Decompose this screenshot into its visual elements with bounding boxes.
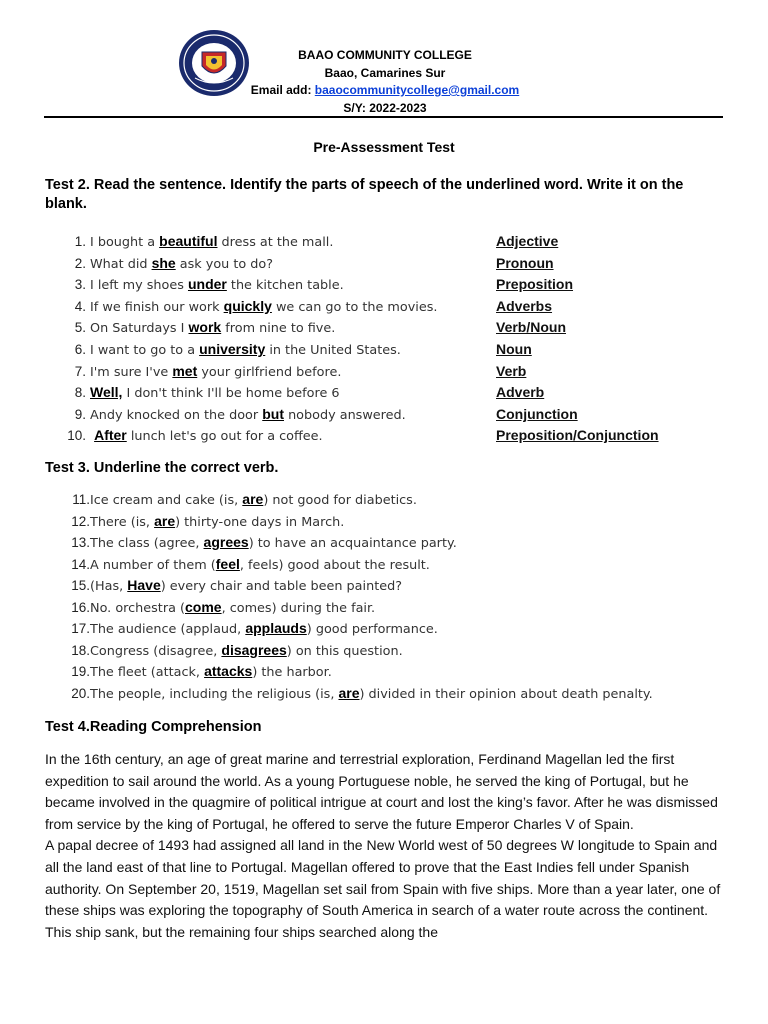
answer-blank: Verb xyxy=(496,362,527,379)
underlined-verb: feel xyxy=(215,555,240,572)
underlined-word: she xyxy=(151,254,176,271)
item-number: 6. xyxy=(74,341,86,357)
underlined-word: After xyxy=(94,427,127,444)
item-number: 3. xyxy=(74,277,86,293)
list-item xyxy=(46,425,736,447)
item-number: 16. xyxy=(71,599,90,615)
underlined-word: quickly xyxy=(223,297,272,314)
header-divider xyxy=(44,116,723,118)
list-item: 19.The fleet (attack, attacks) the harbor. xyxy=(46,661,746,683)
item-number: 13. xyxy=(71,535,90,550)
list-item: 11.Ice cream and cake (is, are) not good for diabetics. xyxy=(46,489,746,511)
item-number: 2. xyxy=(74,255,86,271)
answer-blank: Adverbs xyxy=(496,297,553,314)
item-number: 4. xyxy=(74,298,86,314)
underlined-verb: come xyxy=(185,598,222,615)
list-item xyxy=(46,339,736,361)
item-sentence: I want to go to a university in the United States. xyxy=(90,340,401,358)
underlined-verb: are xyxy=(338,684,360,701)
answer-blank: Preposition xyxy=(496,276,574,293)
item-number: 20. xyxy=(71,685,90,701)
underlined-verb: are xyxy=(242,491,264,507)
item-sentence: I bought a beautiful dress at the mall. xyxy=(90,233,334,250)
underlined-verb: applauds xyxy=(245,620,307,636)
item-number: 5. xyxy=(74,320,86,336)
item-number: 15. xyxy=(71,578,90,593)
school-year: S/Y: 2022-2023 xyxy=(343,100,427,115)
list-item: 13.The class (agree, agrees) to have an acquaintance party. xyxy=(46,532,746,554)
item-number: 9. xyxy=(74,406,86,422)
underlined-word: met xyxy=(172,362,198,379)
item-number: 14. xyxy=(71,556,90,572)
underlined-word: work xyxy=(188,319,222,336)
item-number: 7. xyxy=(74,363,86,379)
test2-list xyxy=(46,231,736,447)
underlined-verb: agrees xyxy=(203,534,249,550)
list-item: 18.Congress (disagree, disagrees) on this question. xyxy=(46,640,746,662)
college-seal-logo xyxy=(177,28,251,98)
reading-paragraph: In the 16th century, an age of great marine and terrestrial exploration, Ferdinand Magellan led the first expedition to sail around the world. As a young Portuguese noble, he served the king of Portugal, but he became involved in the quagmire of political intrigue at court and lost the king’s favor. After he was dismissed from service by the king of Portugal, he offered to serve the future Emperor Charles V of Spain. xyxy=(45,751,718,832)
list-item xyxy=(46,404,736,426)
list-item: 15.(Has, Have) every chair and table been painted? xyxy=(46,575,746,597)
email-link[interactable]: baaocommunitycollege@gmail.com xyxy=(314,83,520,97)
answer-blank: Conjunction xyxy=(496,405,578,422)
answer-blank: Noun xyxy=(496,340,532,357)
item-sentence: After lunch let's go out for a coffee. xyxy=(94,427,323,445)
item-sentence: Andy knocked on the door but nobody answered. xyxy=(90,405,406,423)
item-sentence: Well, I don't think I'll be home before 6 xyxy=(90,384,340,402)
letterhead xyxy=(250,47,520,117)
item-sentence: What did she ask you to do? xyxy=(90,254,273,272)
list-item xyxy=(46,296,736,318)
underlined-verb: Have xyxy=(127,577,161,593)
item-number: 18. xyxy=(71,642,90,658)
test3-list xyxy=(46,489,746,704)
list-item xyxy=(46,253,736,275)
item-number: 19. xyxy=(71,664,90,679)
underlined-verb: disagrees xyxy=(221,641,287,658)
list-item: 14.A number of them (feel, feels) good about the result. xyxy=(46,554,746,576)
underlined-word: Well, xyxy=(90,384,123,401)
list-item xyxy=(46,274,736,296)
test2-heading: Test 2. Read the sentence. Identify the parts of speech of the underlined word. Write it on the blank. xyxy=(45,177,684,212)
underlined-word: university xyxy=(199,340,266,357)
underlined-word: beautiful xyxy=(159,233,218,249)
list-item xyxy=(46,361,736,383)
list-item: 16.No. orchestra (come, comes) during the fair. xyxy=(46,597,746,619)
page-title: Pre-Assessment Test xyxy=(313,139,455,155)
underlined-verb: attacks xyxy=(204,663,253,679)
school-name: BAAO COMMUNITY COLLEGE xyxy=(298,48,472,62)
school-location: Baao, Camarines Sur xyxy=(324,65,446,80)
item-number: 8. xyxy=(74,385,86,401)
list-item: 12.There (is, are) thirty-one days in March. xyxy=(46,511,746,533)
list-item xyxy=(46,317,736,339)
answer-blank: Verb/Noun xyxy=(496,319,567,336)
item-sentence: I'm sure I've met your girlfriend before. xyxy=(90,362,342,380)
list-item: 17.The audience (applaud, applauds) good performance. xyxy=(46,618,746,640)
email-line xyxy=(250,82,520,100)
list-item: 20.The people, including the religious (is, are) divided in their opinion about death penalty. xyxy=(46,683,746,705)
reading-paragraph: A papal decree of 1493 had assigned all land in the New World west of 50 degrees W longitude to Spain and all the land east of that line to Portugal. Magellan offered to prove that the East Indies fell under Spanish authority. On September 20, 1519, Magellan set sail from Spain with five ships. More than a year later, one of these ships was exploring the topography of South America in search of a water route across the continent. This ship sank, but the remaining four ships searched along the xyxy=(45,837,721,940)
item-sentence: I left my shoes under the kitchen table. xyxy=(90,276,344,294)
test3-heading: Test 3. Underline the correct verb. xyxy=(45,460,279,476)
item-number: 17. xyxy=(71,621,90,636)
answer-blank: Preposition/Conjunction xyxy=(496,427,659,444)
item-number: 10. xyxy=(67,428,86,444)
list-item xyxy=(46,231,736,253)
answer-blank: Adjective xyxy=(496,233,559,249)
test4-heading: Test 4.Reading Comprehension xyxy=(45,719,262,735)
answer-blank: Pronoun xyxy=(496,254,554,271)
underlined-word: under xyxy=(187,276,227,293)
item-number: 12. xyxy=(71,513,90,529)
item-number: 11. xyxy=(72,492,90,507)
reading-passage xyxy=(45,749,730,943)
item-sentence: On Saturdays I work from nine to five. xyxy=(90,319,336,337)
list-item xyxy=(46,382,736,404)
item-sentence: If we finish our work quickly we can go to the movies. xyxy=(90,297,438,315)
underlined-verb: are xyxy=(154,512,176,529)
item-number: 1. xyxy=(74,234,86,249)
underlined-word: but xyxy=(262,405,284,422)
answer-blank: Adverb xyxy=(496,384,545,401)
email-label: Email add: xyxy=(250,83,315,97)
